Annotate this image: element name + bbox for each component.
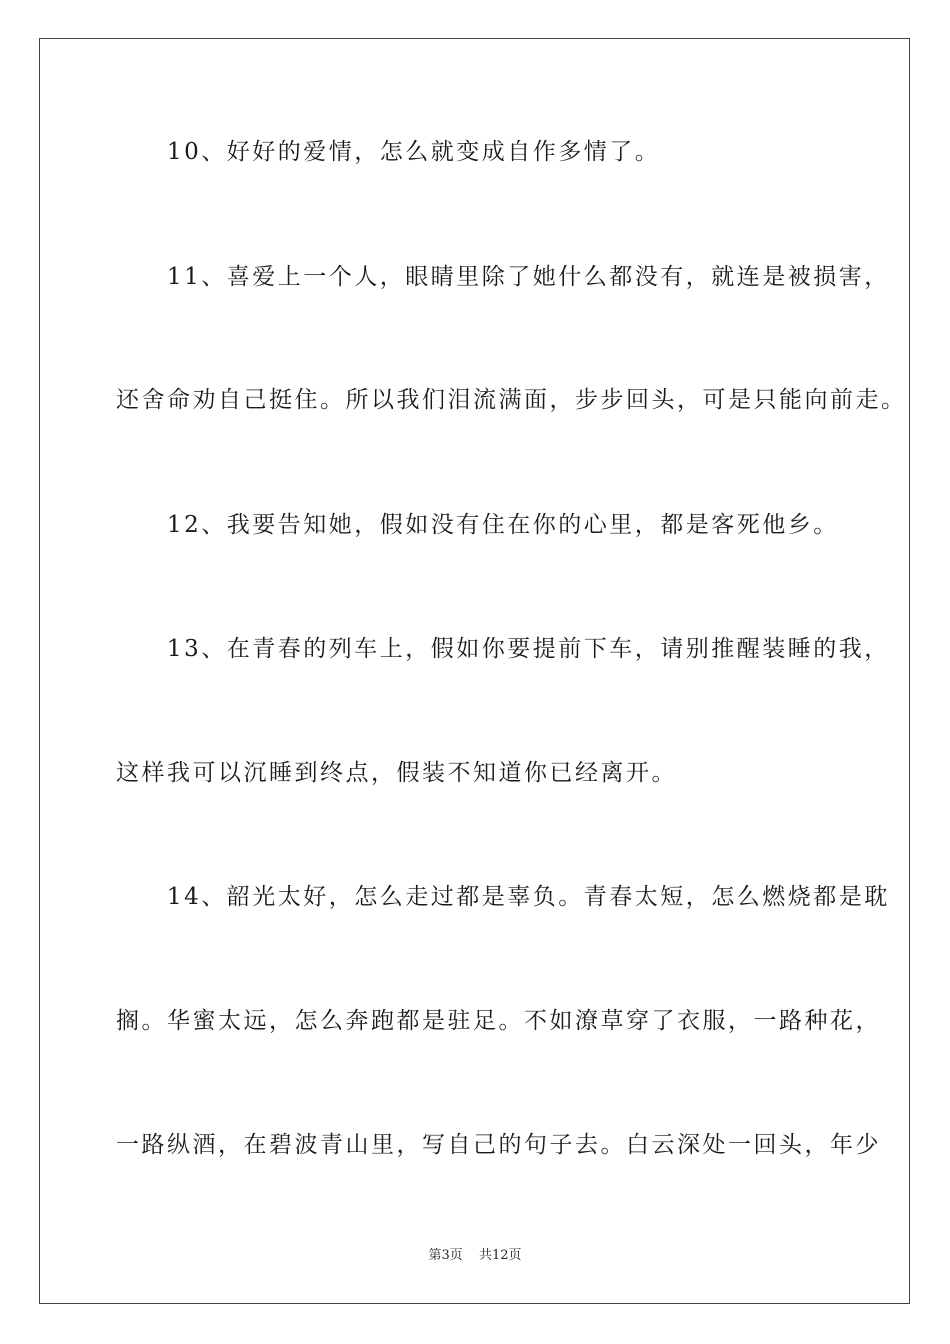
text-line-6: 这样我可以沉睡到终点，假装不知道你已经离开。 xyxy=(116,760,677,786)
text-line-3: 还舍命劝自己挺住。所以我们泪流满面，步步回头，可是只能向前走。 xyxy=(116,387,907,413)
text-line-4: 12、我要告知她，假如没有住在你的心里，都是客死他乡。 xyxy=(116,512,839,538)
text-line-8: 搁。华蜜太远，怎么奔跑都是驻足。不如潦草穿了衣服，一路种花， xyxy=(116,1008,881,1034)
text-line-1: 10、好好的爱情，怎么就变成自作多情了。 xyxy=(116,139,661,165)
text-line-7: 14、韶光太好，怎么走过都是辜负。青春太短，怎么燃烧都是耽 xyxy=(116,884,890,910)
text-line-2: 11、喜爱上一个人，眼睛里除了她什么都没有，就连是被损害， xyxy=(116,264,890,290)
text-line-9: 一路纵酒，在碧波青山里，写自己的句子去。白云深处一回头，年少 xyxy=(116,1132,881,1158)
text-line-5: 13、在青春的列车上，假如你要提前下车，请别推醒装睡的我， xyxy=(116,636,890,662)
page-footer xyxy=(0,1246,950,1266)
page-frame xyxy=(39,38,910,1304)
current-page-label: 第3页 xyxy=(428,1248,463,1263)
total-pages-label: 共12页 xyxy=(478,1248,522,1263)
